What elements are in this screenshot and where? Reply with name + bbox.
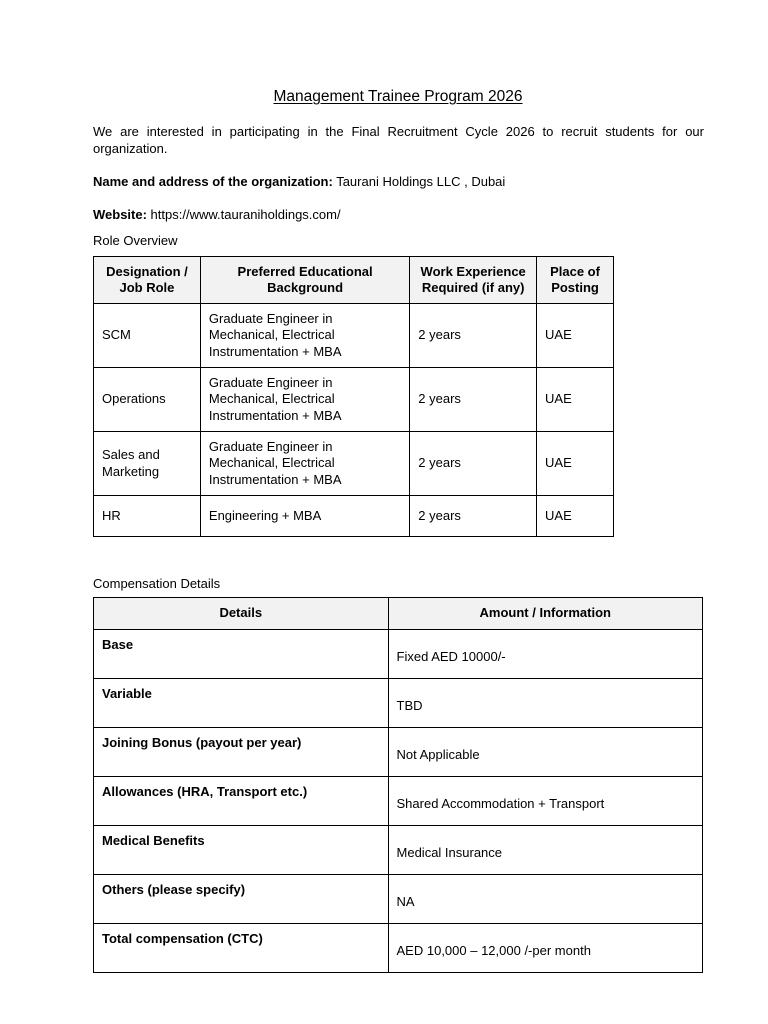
amount-cell: NA bbox=[388, 875, 702, 924]
table-row bbox=[94, 924, 703, 973]
organization-line bbox=[93, 174, 505, 189]
website-line bbox=[93, 207, 341, 222]
table-header-row bbox=[94, 257, 614, 304]
table-row bbox=[94, 368, 614, 432]
posting-cell: UAE bbox=[537, 496, 614, 537]
table-row bbox=[94, 679, 703, 728]
detail-cell: Base bbox=[94, 630, 389, 679]
table-row bbox=[94, 496, 614, 537]
website-label: Website: bbox=[93, 207, 147, 222]
organization-value: Taurani Holdings LLC , Dubai bbox=[332, 174, 506, 189]
experience-cell: 2 years bbox=[410, 496, 537, 537]
header-posting: Place of Posting bbox=[537, 257, 614, 304]
amount-cell: Fixed AED 10000/- bbox=[388, 630, 702, 679]
table-header-row bbox=[94, 598, 703, 630]
compensation-table bbox=[93, 597, 703, 973]
website-value: https://www.tauraniholdings.com/ bbox=[146, 207, 341, 222]
table-row bbox=[94, 826, 703, 875]
header-amount: Amount / Information bbox=[388, 598, 702, 630]
compensation-heading: Compensation Details bbox=[93, 576, 221, 591]
detail-cell: Joining Bonus (payout per year) bbox=[94, 728, 389, 777]
table-row bbox=[94, 630, 703, 679]
role-overview-heading: Role Overview bbox=[93, 233, 178, 248]
table-row bbox=[94, 432, 614, 496]
detail-cell: Variable bbox=[94, 679, 389, 728]
amount-cell: TBD bbox=[388, 679, 702, 728]
education-cell: Graduate Engineer in Mechanical, Electrical Instrumentation + MBA bbox=[200, 304, 409, 368]
role-overview-table bbox=[93, 256, 614, 537]
detail-cell: Medical Benefits bbox=[94, 826, 389, 875]
experience-cell: 2 years bbox=[410, 368, 537, 432]
posting-cell: UAE bbox=[537, 304, 614, 368]
table-row bbox=[94, 777, 703, 826]
table-row bbox=[94, 728, 703, 777]
detail-cell: Allowances (HRA, Transport etc.) bbox=[94, 777, 389, 826]
posting-cell: UAE bbox=[537, 368, 614, 432]
header-education: Preferred Educational Background bbox=[200, 257, 409, 304]
posting-cell: UAE bbox=[537, 432, 614, 496]
organization-label: Name and address of the organization: bbox=[93, 174, 333, 189]
header-experience: Work Experience Required (if any) bbox=[410, 257, 537, 304]
table-row bbox=[94, 304, 614, 368]
amount-cell: Not Applicable bbox=[388, 728, 702, 777]
education-cell: Graduate Engineer in Mechanical, Electrical Instrumentation + MBA bbox=[200, 432, 409, 496]
experience-cell: 2 years bbox=[410, 304, 537, 368]
education-cell: Engineering + MBA bbox=[200, 496, 409, 537]
detail-cell: Others (please specify) bbox=[94, 875, 389, 924]
education-cell: Graduate Engineer in Mechanical, Electrical Instrumentation + MBA bbox=[200, 368, 409, 432]
page-title: Management Trainee Program 2026 bbox=[273, 88, 523, 105]
amount-cell: Shared Accommodation + Transport bbox=[388, 777, 702, 826]
role-cell: Operations bbox=[94, 368, 201, 432]
intro-paragraph: We are interested in participating in the Final Recruitment Cycle 2026 to recruit students for our organization. bbox=[93, 124, 704, 156]
role-cell: HR bbox=[94, 496, 201, 537]
detail-cell: Total compensation (CTC) bbox=[94, 924, 389, 973]
role-cell: Sales and Marketing bbox=[94, 432, 201, 496]
header-details: Details bbox=[94, 598, 389, 630]
header-designation: Designation / Job Role bbox=[94, 257, 201, 304]
experience-cell: 2 years bbox=[410, 432, 537, 496]
amount-cell: AED 10,000 – 12,000 /-per month bbox=[388, 924, 702, 973]
table-row bbox=[94, 875, 703, 924]
amount-cell: Medical Insurance bbox=[388, 826, 702, 875]
role-cell: SCM bbox=[94, 304, 201, 368]
